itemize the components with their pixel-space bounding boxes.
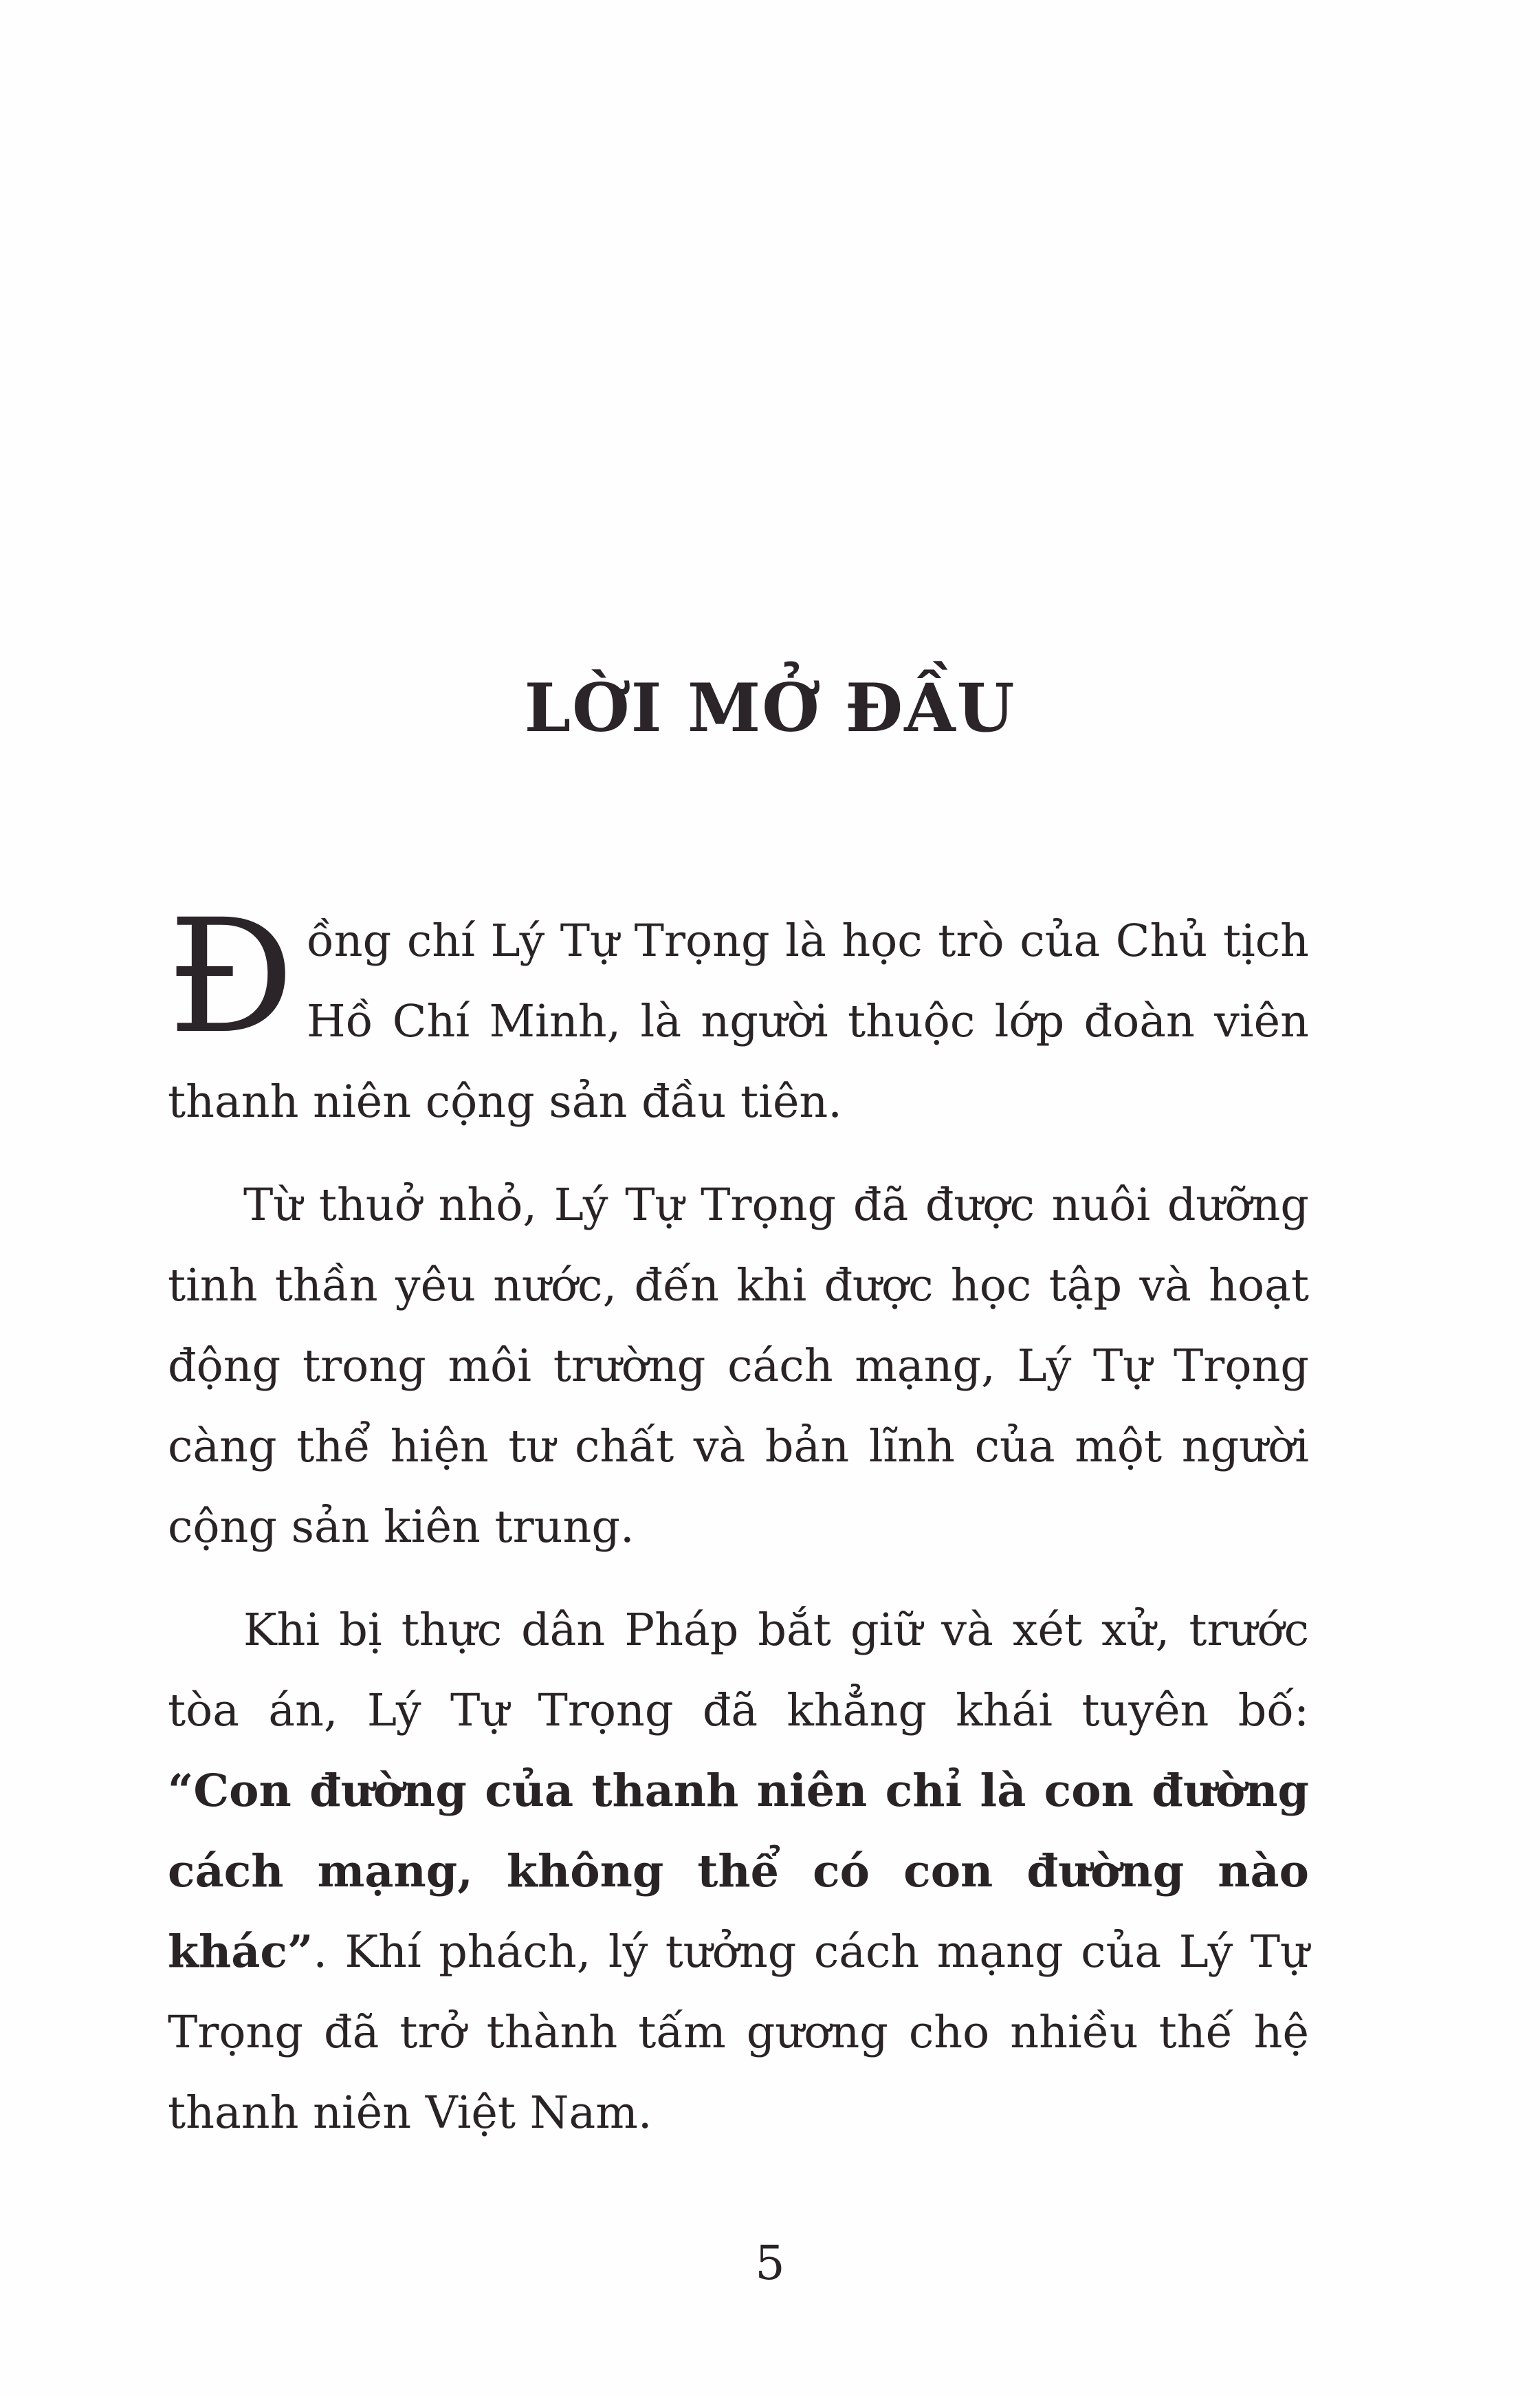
page-heading: LỜI MỞ ĐẦU: [524, 669, 1016, 748]
bold-quote: “Con đường của thanh niên chỉ là con đường cách mạng, không thể có con đường nào khác”: [168, 1765, 1309, 1978]
paragraph-1-text: ồng chí Lý Tự Trọng là học trò của Chủ tịch Hồ Chí Minh, là người thuộc lớp đoàn viên thanh niên cộng sản đầu tiên.: [168, 915, 1309, 1128]
paragraph-3-text-after: . Khí phách, lý tưởng cách mạng của Lý Tự Trọng đã trở thành tấm gương cho nhiều thế hệ thanh niên Việt Nam.: [168, 1926, 1309, 2139]
page-number: 5: [755, 2236, 785, 2291]
paragraph-3: [168, 1590, 1309, 2153]
paragraph-3-text-before: Khi bị thực dân Pháp bắt giữ và xét xử, trước tòa án, Lý Tự Trọng đã khẳng khái tuyên bố:: [168, 1604, 1309, 1736]
paragraph-2: Từ thuở nhỏ, Lý Tự Trọng đã được nuôi dưỡng tinh thần yêu nước, đến khi được học tập và hoạt động trong môi trường cách mạng, Lý Tự Trọng càng thể hiện tư chất và bản lĩnh của một người cộng sản kiên trung.: [168, 1179, 1309, 1553]
drop-cap: Đ: [168, 885, 295, 1068]
paragraph-1: [168, 885, 1309, 1142]
body-text: [168, 885, 1309, 2153]
